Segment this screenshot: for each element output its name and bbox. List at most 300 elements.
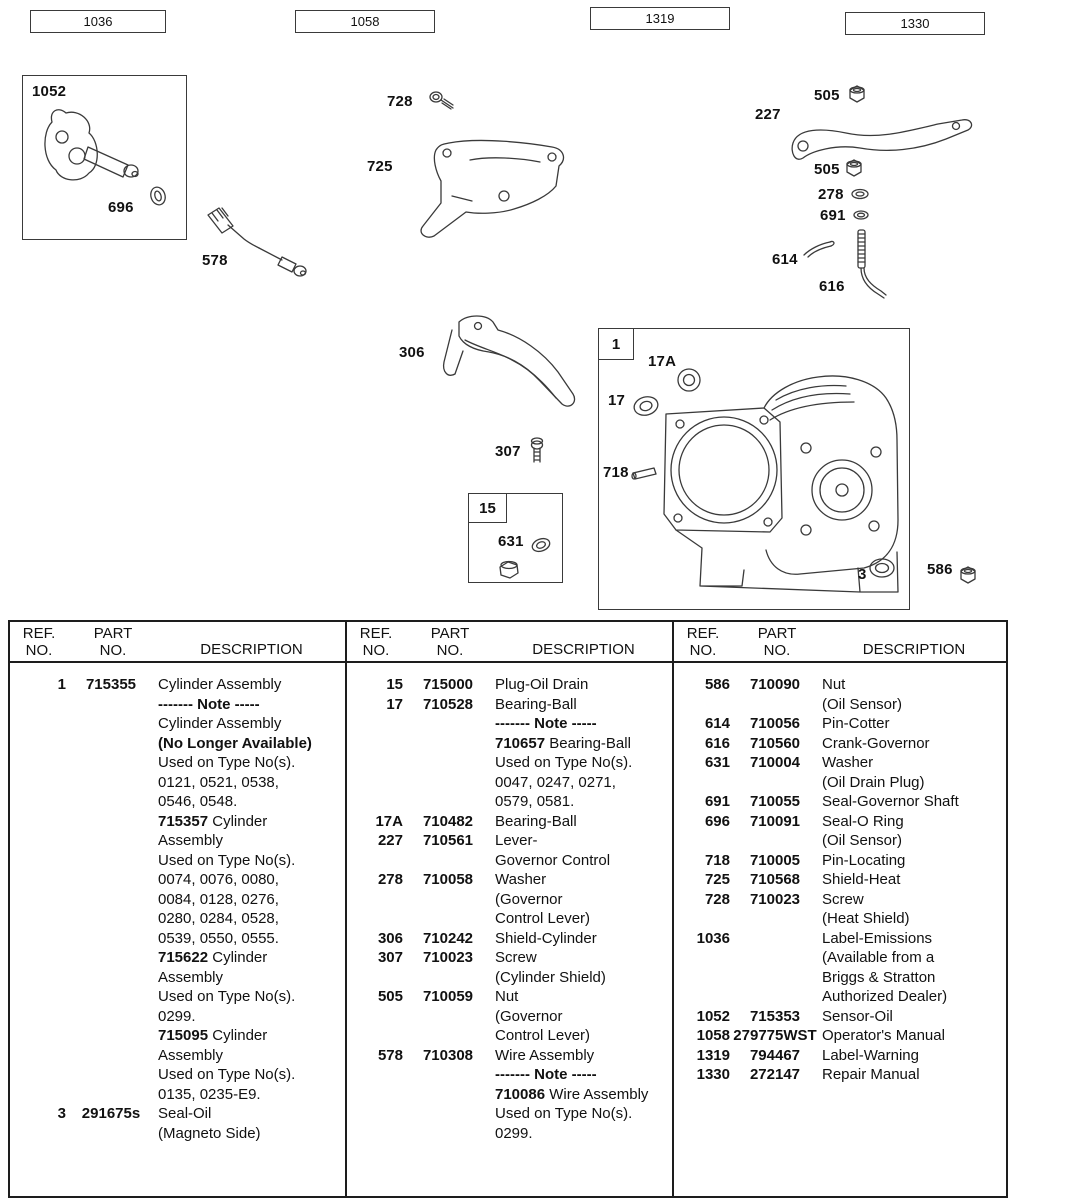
- description-cell: 0121, 0521, 0538,: [158, 773, 279, 791]
- table-row: [347, 851, 672, 871]
- part-no-cell: [403, 890, 493, 910]
- ref-no-cell: 505: [377, 988, 403, 1005]
- description-cell: 0539, 0550, 0555.: [158, 929, 279, 947]
- table-row: [10, 1046, 345, 1066]
- table-row: [10, 948, 345, 968]
- description-cell: Briggs & Stratton: [822, 968, 936, 986]
- table-row: [10, 929, 345, 949]
- description-cell: Used on Type No(s).: [158, 754, 296, 771]
- ref-no-cell: [10, 968, 66, 988]
- part-no-cell: [403, 1085, 493, 1105]
- part-no-cell: 715000: [422, 676, 474, 693]
- ref-no-cell: [10, 909, 66, 929]
- ref-no-cell: [347, 909, 403, 929]
- description-cell: Assembly: [158, 968, 224, 986]
- description-cell: Wire Assembly: [495, 1046, 595, 1064]
- part-no-cell: [730, 773, 820, 793]
- table-row: [347, 968, 672, 988]
- cylinder-shield-drawing: [444, 316, 575, 406]
- table-row: [10, 695, 345, 715]
- part-label-box-15: [468, 493, 507, 523]
- table-row: [347, 909, 672, 929]
- part-label-696: 696: [108, 199, 134, 216]
- table-row: [10, 870, 345, 890]
- table-row: [10, 890, 345, 910]
- part-no-cell: 710528: [422, 695, 474, 713]
- part-no-cell: 710568: [749, 871, 801, 888]
- description-cell: (Governor: [495, 1007, 563, 1025]
- table-row: [10, 1085, 345, 1105]
- table-row: [10, 1007, 345, 1027]
- part-no-header: PART NO.: [757, 625, 797, 659]
- part-no-cell: [66, 695, 156, 715]
- part-no-cell: [66, 1085, 156, 1105]
- part-no-cell: 710023: [422, 949, 474, 966]
- description-cell: 710086 Wire Assembly: [495, 1085, 649, 1103]
- ref-no-cell: 278: [377, 871, 403, 888]
- ref-no-cell: 586: [704, 676, 730, 693]
- part-no-cell: [66, 948, 156, 968]
- part-no-cell: [403, 753, 493, 773]
- table-row: [347, 890, 672, 910]
- ref-no-cell: 1058: [696, 1027, 730, 1044]
- ref-no-cell: [347, 1085, 403, 1105]
- description-cell: (Oil Sensor): [822, 832, 903, 849]
- ref-no-cell: 1036: [696, 929, 730, 947]
- part-no-cell: [730, 831, 820, 851]
- ref-no-cell: [674, 909, 730, 929]
- ref-no-cell: [347, 1007, 403, 1027]
- ref-no-cell: [10, 987, 66, 1007]
- description-cell: 0280, 0284, 0528,: [158, 910, 279, 927]
- part-no-cell: 710005: [749, 851, 801, 869]
- part-no-cell: 291675s: [81, 1105, 141, 1122]
- ref-no-cell: [674, 968, 730, 988]
- description-cell: (Governor: [495, 890, 563, 908]
- table-row: [674, 695, 1006, 715]
- description-cell: 0579, 0581.: [495, 793, 575, 810]
- ref-no-cell: [10, 1065, 66, 1085]
- table-row: [347, 987, 672, 1007]
- ref-no-cell: [347, 851, 403, 871]
- ref-no-cell: [347, 753, 403, 773]
- part-label-278: 278: [818, 186, 844, 203]
- table-body: [347, 663, 672, 1143]
- ref-no-cell: 631: [704, 754, 730, 771]
- description-cell: Label-Warning: [822, 1046, 919, 1064]
- part-no-cell: [403, 734, 493, 754]
- nut-505-bottom-drawing: [847, 160, 861, 176]
- part-no-cell: [403, 1104, 493, 1124]
- ref-no-cell: [10, 929, 66, 949]
- nut-505-top-drawing: [850, 86, 864, 102]
- table-row: [347, 1007, 672, 1027]
- ref-no-cell: [10, 695, 66, 715]
- ref-no-cell: [10, 890, 66, 910]
- part-label-725: 725: [367, 158, 393, 175]
- ref-no-cell: 227: [377, 832, 403, 849]
- part-label-box-1: [598, 328, 634, 360]
- part-label-17: 17: [608, 392, 626, 409]
- description-cell: Seal-Governor Shaft: [822, 793, 959, 810]
- ref-no-cell: [10, 831, 66, 851]
- ref-no-cell: [674, 948, 730, 968]
- table-row: [674, 753, 1006, 773]
- part-no-cell: [66, 968, 156, 988]
- part-label-1052: 1052: [32, 83, 67, 100]
- part-no-cell: [66, 773, 156, 793]
- description-cell: Lever-: [495, 832, 538, 849]
- part-label-3: 3: [858, 566, 867, 583]
- ref-no-cell: [10, 870, 66, 890]
- table-row: [674, 714, 1006, 734]
- description-cell: Used on Type No(s).: [495, 754, 633, 771]
- table-row: [347, 1046, 672, 1066]
- description-cell: Used on Type No(s).: [158, 851, 296, 869]
- part-label-586: 586: [927, 561, 953, 578]
- ref-no-cell: [347, 734, 403, 754]
- ref-no-header: REF. NO.: [359, 625, 393, 659]
- description-cell: Assembly: [158, 1046, 224, 1064]
- table-row: [347, 831, 672, 851]
- ref-no-cell: [347, 1124, 403, 1144]
- ref-no-cell: 725: [704, 871, 730, 888]
- part-no-cell: 710308: [422, 1046, 474, 1064]
- ref-no-cell: [10, 948, 66, 968]
- part-no-cell: [66, 1065, 156, 1085]
- ref-no-cell: [10, 1046, 66, 1066]
- part-no-cell: [730, 987, 820, 1007]
- description-cell: (Oil Drain Plug): [822, 773, 925, 791]
- ref-no-cell: [10, 734, 66, 754]
- parts-table: [8, 620, 1008, 1198]
- part-no-cell: [66, 1007, 156, 1027]
- part-no-cell: 279775WST: [733, 1027, 817, 1044]
- part-no-cell: [66, 851, 156, 871]
- description-cell: Repair Manual: [822, 1066, 920, 1083]
- part-label-578: 578: [202, 252, 228, 269]
- description-cell: Bearing-Ball: [495, 812, 577, 830]
- table-row: [347, 1065, 672, 1085]
- description-cell: Used on Type No(s).: [158, 1066, 296, 1083]
- ref-no-cell: [10, 792, 66, 812]
- part-label-227: 227: [755, 106, 781, 123]
- part-label-1: 1: [611, 335, 621, 353]
- part-label-307: 307: [495, 443, 521, 460]
- table-row: [347, 792, 672, 812]
- part-no-cell: [403, 714, 493, 734]
- table-row: [347, 773, 672, 793]
- description-cell: Crank-Governor: [822, 734, 930, 752]
- ref-no-cell: [347, 792, 403, 812]
- ref-no-cell: [10, 1007, 66, 1027]
- table-header: [347, 622, 672, 663]
- description-cell: Control Lever): [495, 910, 591, 927]
- part-no-cell: [730, 968, 820, 988]
- table-row: [10, 753, 345, 773]
- table-row: [10, 675, 345, 695]
- table-row: [674, 831, 1006, 851]
- ref-no-cell: [674, 773, 730, 793]
- description-cell: Seal-O Ring: [822, 812, 904, 830]
- part-label-505-top: 505: [814, 87, 840, 104]
- table-row: [674, 812, 1006, 832]
- description-cell: 0047, 0247, 0271,: [495, 773, 616, 791]
- table-row: [10, 851, 345, 871]
- description-cell: Sensor-Oil: [822, 1007, 893, 1025]
- description-cell: 0135, 0235-E9.: [158, 1085, 261, 1103]
- table-row: [347, 948, 672, 968]
- ref-no-cell: [10, 753, 66, 773]
- part-no-cell: [66, 929, 156, 949]
- part-no-cell: [66, 909, 156, 929]
- table-row: [347, 929, 672, 949]
- ref-no-cell: [347, 714, 403, 734]
- part-no-cell: 710056: [749, 715, 801, 732]
- description-cell: 710657 Bearing-Ball: [495, 734, 631, 752]
- part-label-17a: 17A: [648, 353, 677, 370]
- table-row: [674, 890, 1006, 910]
- ref-no-cell: [347, 890, 403, 910]
- table-row: [347, 714, 672, 734]
- description-cell: Cylinder Assembly: [158, 676, 282, 693]
- part-label-616: 616: [819, 278, 845, 295]
- part-no-cell: [66, 870, 156, 890]
- part-no-cell: 710055: [749, 793, 801, 810]
- part-no-cell: [66, 831, 156, 851]
- ref-no-cell: 614: [704, 715, 730, 732]
- table-row: [674, 1026, 1006, 1046]
- ref-no-cell: 17: [386, 695, 403, 713]
- description-cell: 715095 Cylinder: [158, 1027, 268, 1044]
- description-cell: 0299.: [495, 1124, 533, 1142]
- table-row: [674, 968, 1006, 988]
- description-cell: Shield-Heat: [822, 871, 901, 888]
- ref-no-cell: 1: [57, 676, 66, 693]
- part-no-cell: [403, 851, 493, 871]
- governor-shaft-seal-drawing: [854, 211, 868, 219]
- part-no-cell: [66, 753, 156, 773]
- description-cell: Shield-Cylinder: [495, 929, 597, 947]
- ref-no-cell: [674, 987, 730, 1007]
- ref-no-cell: [347, 773, 403, 793]
- table-row: [10, 909, 345, 929]
- description-header: DESCRIPTION: [532, 641, 635, 658]
- description-cell: Screw: [822, 890, 864, 908]
- part-no-header: PART NO.: [430, 625, 470, 659]
- description-cell: Pin-Cotter: [822, 715, 890, 732]
- part-no-cell: [730, 948, 820, 968]
- table-row: [347, 675, 672, 695]
- part-label-631: 631: [498, 533, 524, 550]
- description-cell: Washer: [495, 871, 547, 888]
- ref-no-cell: 3: [57, 1105, 66, 1122]
- description-cell: Screw: [495, 949, 537, 966]
- table-body: [674, 663, 1006, 1085]
- ref-no-cell: 578: [377, 1046, 403, 1064]
- ref-no-cell: 1330: [696, 1066, 730, 1083]
- ref-no-cell: [10, 1124, 66, 1144]
- ref-no-cell: 691: [704, 793, 730, 810]
- table-row: [674, 929, 1006, 949]
- part-label-728: 728: [387, 93, 413, 110]
- ref-no-cell: [347, 968, 403, 988]
- ref-no-cell: [10, 714, 66, 734]
- ref-no-cell: [10, 1026, 66, 1046]
- part-no-header: PART NO.: [93, 625, 133, 659]
- ref-no-cell: 1319: [696, 1046, 730, 1064]
- ref-no-cell: 307: [377, 949, 403, 966]
- table-row: [347, 695, 672, 715]
- table-row: [674, 773, 1006, 793]
- table-body: [10, 663, 345, 1143]
- screw-728-drawing: [430, 92, 453, 109]
- table-header: [10, 622, 345, 663]
- description-cell: Cylinder Assembly: [158, 715, 282, 732]
- table-row: [674, 870, 1006, 890]
- sensor-group-box: [22, 75, 187, 240]
- description-cell: Label-Emissions: [822, 929, 933, 947]
- table-row: [10, 773, 345, 793]
- table-row: [10, 1104, 345, 1124]
- table-row: [10, 1065, 345, 1085]
- table-row: [674, 851, 1006, 871]
- table-row: [10, 792, 345, 812]
- table-row: [674, 1046, 1006, 1066]
- table-row: [10, 1026, 345, 1046]
- table-row: [10, 734, 345, 754]
- ref-no-header: REF. NO.: [686, 625, 720, 659]
- part-no-cell: [66, 812, 156, 832]
- description-cell: 0074, 0076, 0080,: [158, 871, 279, 888]
- part-no-cell: [730, 929, 820, 949]
- description-cell: Authorized Dealer): [822, 988, 948, 1005]
- description-cell: 0299.: [158, 1007, 196, 1025]
- part-no-cell: 715355: [85, 676, 137, 693]
- table-row: [674, 909, 1006, 929]
- description-cell: 0084, 0128, 0276,: [158, 890, 279, 908]
- table-row: [347, 753, 672, 773]
- ref-no-cell: 15: [386, 676, 403, 693]
- ref-no-cell: 616: [704, 734, 730, 752]
- table-row: [674, 734, 1006, 754]
- table-row: [347, 1026, 672, 1046]
- crank-governor-drawing: [858, 230, 886, 298]
- description-cell: 715622 Cylinder: [158, 949, 268, 966]
- cotter-pin-drawing: [804, 241, 834, 257]
- part-no-cell: [66, 1026, 156, 1046]
- description-cell: Assembly: [158, 832, 224, 849]
- part-no-cell: [403, 968, 493, 988]
- table-row: [347, 1104, 672, 1124]
- part-no-cell: [66, 987, 156, 1007]
- description-cell: (No Longer Available): [158, 734, 312, 752]
- table-row: [347, 812, 672, 832]
- description-cell: Nut: [822, 676, 846, 693]
- callout-label: 1058: [350, 14, 380, 29]
- table-column-2: [345, 622, 672, 1196]
- table-row: [10, 714, 345, 734]
- description-cell: (Magneto Side): [158, 1124, 261, 1142]
- part-label-15: 15: [479, 499, 496, 517]
- table-row: [674, 948, 1006, 968]
- ref-no-cell: [674, 695, 730, 715]
- part-no-cell: [403, 1124, 493, 1144]
- description-cell: Governor Control: [495, 851, 611, 869]
- part-no-cell: 710091: [749, 812, 801, 830]
- ref-no-cell: 1052: [696, 1007, 730, 1025]
- table-row: [10, 831, 345, 851]
- description-cell: Plug-Oil Drain: [495, 676, 589, 693]
- table-row: [674, 987, 1006, 1007]
- table-row: [10, 968, 345, 988]
- part-no-cell: [403, 1026, 493, 1046]
- description-cell: ------- Note -----: [158, 695, 260, 713]
- ref-no-cell: [10, 773, 66, 793]
- part-label-718: 718: [603, 464, 629, 481]
- ref-no-cell: [347, 1026, 403, 1046]
- description-cell: ------- Note -----: [495, 715, 597, 732]
- description-cell: 0546, 0548.: [158, 793, 238, 810]
- heat-shield-drawing: [421, 140, 563, 237]
- part-no-cell: 794467: [749, 1046, 801, 1064]
- part-no-cell: [66, 1124, 156, 1144]
- description-cell: Seal-Oil: [158, 1105, 212, 1122]
- ref-no-cell: [10, 1085, 66, 1105]
- nut-586-drawing: [961, 567, 975, 583]
- table-row: [674, 1007, 1006, 1027]
- ref-no-cell: 728: [704, 890, 730, 908]
- part-no-cell: 272147: [749, 1066, 801, 1083]
- part-no-cell: [66, 714, 156, 734]
- part-no-cell: 710561: [422, 832, 474, 849]
- description-header: DESCRIPTION: [862, 641, 966, 658]
- part-no-cell: [403, 1065, 493, 1085]
- part-no-cell: [403, 1007, 493, 1027]
- ref-no-cell: 306: [377, 929, 403, 947]
- part-no-cell: [66, 1046, 156, 1066]
- part-no-cell: 710090: [749, 676, 801, 693]
- ref-no-cell: [674, 831, 730, 851]
- description-cell: 715357 Cylinder: [158, 812, 268, 830]
- description-cell: (Heat Shield): [822, 910, 910, 927]
- table-row: [347, 1124, 672, 1144]
- callout-label: 1319: [645, 11, 675, 26]
- part-no-cell: [66, 792, 156, 812]
- part-no-cell: 710058: [422, 871, 474, 888]
- governor-lever-drawing: [792, 120, 971, 160]
- description-cell: Control Lever): [495, 1027, 591, 1044]
- table-column-3: [672, 622, 1006, 1196]
- part-no-cell: 710004: [749, 754, 801, 771]
- part-no-cell: 715353: [749, 1007, 801, 1025]
- part-no-cell: [730, 909, 820, 929]
- part-no-cell: [66, 734, 156, 754]
- part-label-505-bottom: 505: [814, 161, 840, 178]
- callout-label: 1330: [900, 16, 930, 31]
- screw-307-drawing: [532, 438, 543, 462]
- description-cell: Nut: [495, 988, 519, 1005]
- description-cell: (Oil Sensor): [822, 695, 903, 713]
- ref-no-cell: [10, 851, 66, 871]
- description-cell: Bearing-Ball: [495, 695, 577, 713]
- table-row: [347, 734, 672, 754]
- ref-no-cell: [10, 812, 66, 832]
- part-label-614: 614: [772, 251, 798, 268]
- table-column-1: [10, 622, 345, 1196]
- part-no-cell: [403, 773, 493, 793]
- description-header: DESCRIPTION: [200, 641, 303, 658]
